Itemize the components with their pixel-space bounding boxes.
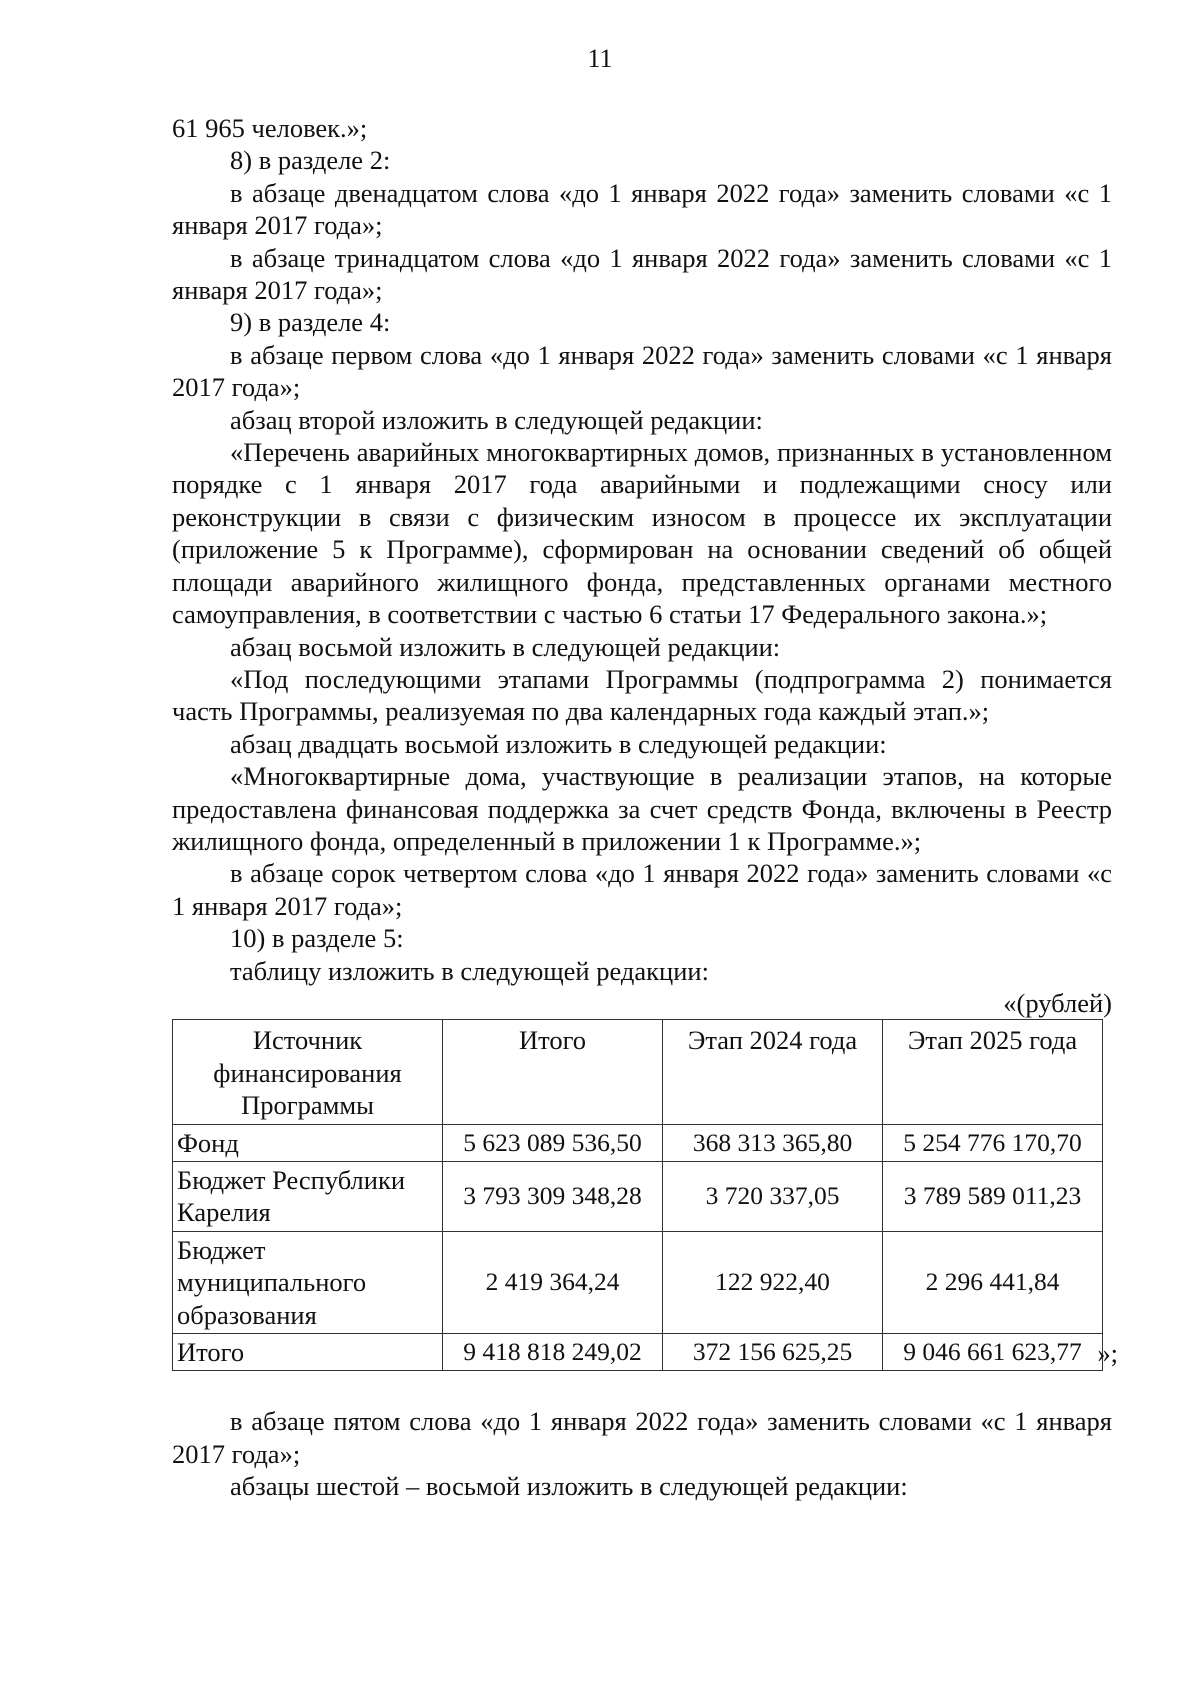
page-number: 11: [587, 44, 613, 73]
table-closing-quote: »;: [1097, 1338, 1118, 1369]
row-value: 9 418 818 249,02: [443, 1334, 663, 1371]
paragraph: абзацы шестой – восьмой изложить в следующей редакции:: [230, 1471, 908, 1502]
row-label: Фонд: [173, 1124, 443, 1161]
paragraph: 61 965 человек.»;: [172, 113, 368, 143]
paragraph: в абзаце сорок четвертом слова «до 1 января 2022 года» заменить словами «с 1 января 2017 года»;: [172, 858, 1112, 921]
paragraph: абзац восьмой изложить в следующей редакции:: [230, 631, 781, 662]
paragraph: таблицу изложить в следующей редакции:: [230, 955, 709, 986]
header-source: Источник финансирования Программы: [173, 1020, 443, 1124]
financing-table-wrap: [172, 1019, 1118, 1371]
header-total: Итого: [443, 1020, 663, 1124]
table-body: [173, 1124, 1103, 1371]
table-row: [173, 1162, 1103, 1232]
paragraphs-after-table: [172, 1405, 1112, 1502]
paragraph: «Перечень аварийных многоквартирных домов, признанных в установленном порядке с 1 января 2017 года аварийными и подлежащими сносу или реконструкции в связи с физическим износом в процессе их эксплуатации (приложение 5 к Программе), сформирован на основании сведений об общей площади аварийного жилищного фонда, представленных органами местного самоуправления, в соответствии с частью 6 статьи 17 Федерального закона.»;: [172, 437, 1112, 630]
paragraph: абзац второй изложить в следующей редакции:: [230, 404, 763, 435]
table-header-row: [173, 1020, 1103, 1124]
paragraph: абзац двадцать восьмой изложить в следующей редакции:: [230, 728, 887, 759]
row-label: Итого: [173, 1334, 443, 1371]
table-row: [173, 1124, 1103, 1161]
row-value: 3 720 337,05: [663, 1162, 883, 1232]
paragraph: в абзаце пятом слова «до 1 января 2022 года» заменить словами «с 1 января 2017 года»;: [172, 1406, 1112, 1469]
row-value: 5 623 089 536,50: [443, 1124, 663, 1161]
row-value: 122 922,40: [663, 1231, 883, 1333]
row-label: Бюджет муниципального образования: [173, 1231, 443, 1333]
row-value: 5 254 776 170,70: [883, 1124, 1103, 1161]
row-value: 368 313 365,80: [663, 1124, 883, 1161]
header-stage-2025: Этап 2025 года: [883, 1020, 1103, 1124]
row-value: 2 419 364,24: [443, 1231, 663, 1333]
row-value: 9 046 661 623,77: [883, 1334, 1103, 1371]
document-body: [172, 112, 1118, 1503]
row-value: 3 789 589 011,23: [883, 1162, 1103, 1232]
paragraph: в абзаце двенадцатом слова «до 1 января 2022 года» заменить словами «с 1 января 2017 года»;: [172, 177, 1112, 241]
table-row: [173, 1231, 1103, 1333]
row-value: 3 793 309 348,28: [443, 1162, 663, 1232]
paragraphs-before-table: [172, 112, 1112, 987]
paragraph: в абзаце первом слова «до 1 января 2022 года» заменить словами «с 1 января 2017 года»;: [172, 339, 1112, 403]
paragraph: «Под последующими этапами Программы (подпрограмма 2) понимается часть Программы, реализуемая по два календарных года каждый этап.»;: [172, 663, 1112, 727]
paragraph: 9) в разделе 4:: [230, 307, 391, 338]
paragraph: 10) в разделе 5:: [230, 923, 404, 954]
paragraph: в абзаце тринадцатом слова «до 1 января 2022 года» заменить словами «с 1 января 2017 года»;: [172, 242, 1112, 306]
row-value: 2 296 441,84: [883, 1231, 1103, 1333]
row-label: Бюджет Республики Карелия: [173, 1162, 443, 1232]
table-row: [173, 1334, 1103, 1371]
paragraph: 8) в разделе 2:: [230, 145, 391, 176]
financing-table: [172, 1019, 1103, 1371]
header-stage-2024: Этап 2024 года: [663, 1020, 883, 1124]
row-value: 372 156 625,25: [663, 1334, 883, 1371]
table-unit-label: «(рублей): [1003, 987, 1112, 1018]
paragraph: «Многоквартирные дома, участвующие в реализации этапов, на которые предоставлена финансовая поддержка за счет средств Фонда, включены в Реестр жилищного фонда, определенный в приложении 1 к Программе.»;: [172, 761, 1112, 856]
